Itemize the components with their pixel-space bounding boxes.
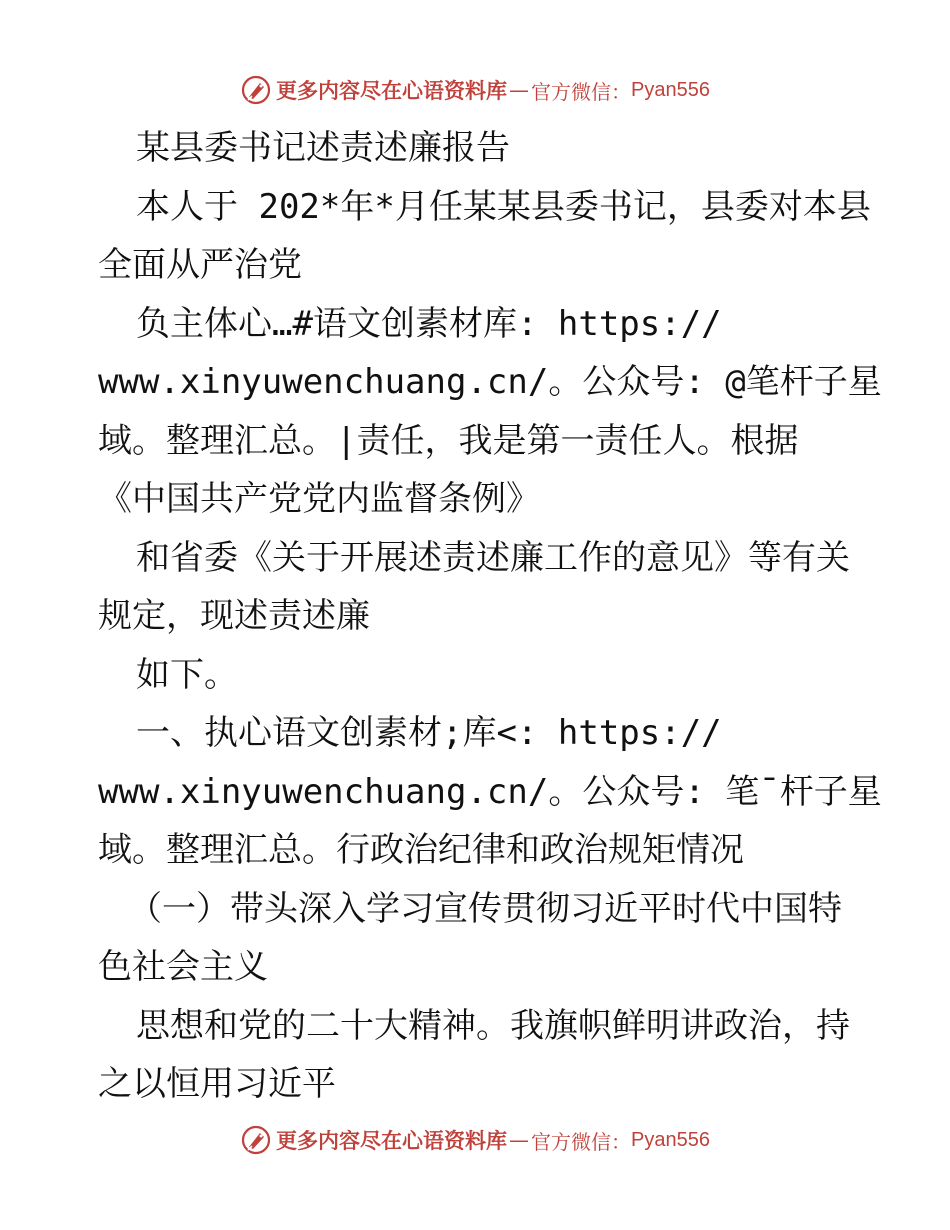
document-body (98, 119, 882, 1114)
banner-wechat-id: Pyan556 (631, 1128, 710, 1151)
paragraph-line: 如下。 (136, 654, 238, 695)
paragraph-line: 域。整理汇总。|责任，我是第一责任人。根据 (98, 420, 799, 461)
pen-nib-circle-icon (240, 1124, 272, 1156)
banner-wechat-label: 官方微信： (531, 79, 632, 104)
banner-wechat-id: Pyan556 (631, 78, 710, 101)
paragraph-line: 域。整理汇总。行政治纪律和政治规矩情况 (98, 830, 744, 870)
paragraph-line: 色社会主义 (98, 947, 268, 987)
document-title: 某县委书记述责述廉报告 (136, 128, 510, 168)
section-heading: 一、执心语文创素材;库<: https:// (136, 713, 722, 753)
paragraph-line: 之以恒用习近平 (98, 1064, 336, 1104)
banner-brand: 更多内容尽在心语资料库 (276, 78, 508, 103)
pen-nib-circle-icon (240, 74, 272, 106)
footer-banner (0, 1120, 950, 1160)
header-banner (0, 70, 950, 110)
paragraph-line: 思想和党的二十大精神。我旗帜鲜明讲政治，持 (136, 1005, 850, 1046)
paragraph-line: 负主体心…#语文创素材库: https:// (136, 303, 722, 344)
paragraph-line: 和省委《关于开展述责述廉工作的意见》等有关 (136, 537, 850, 578)
paragraph-line: www.xinyuwenchuang.cn/。公众号: 笔¯杆子星 (98, 771, 882, 812)
banner-wechat-label: 官方微信： (531, 1129, 632, 1154)
paragraph-line: 规定，现述责述廉 (98, 596, 370, 636)
banner-dash: — (509, 78, 530, 102)
banner-brand: 更多内容尽在心语资料库 (276, 1128, 508, 1153)
subsection-heading: （一）带头深入学习宣传贯彻习近平时代中国特 (128, 888, 842, 929)
banner-dash: — (509, 1128, 530, 1152)
paragraph-line: 全面从严治党 (98, 245, 302, 285)
paragraph-line: 本人于 202*年*月任某某县委书记，县委对本县 (136, 186, 871, 227)
paragraph-line: 《中国共产党党内监督条例》 (98, 479, 540, 519)
paragraph-line: www.xinyuwenchuang.cn/。公众号: @笔杆子星 (98, 362, 882, 402)
